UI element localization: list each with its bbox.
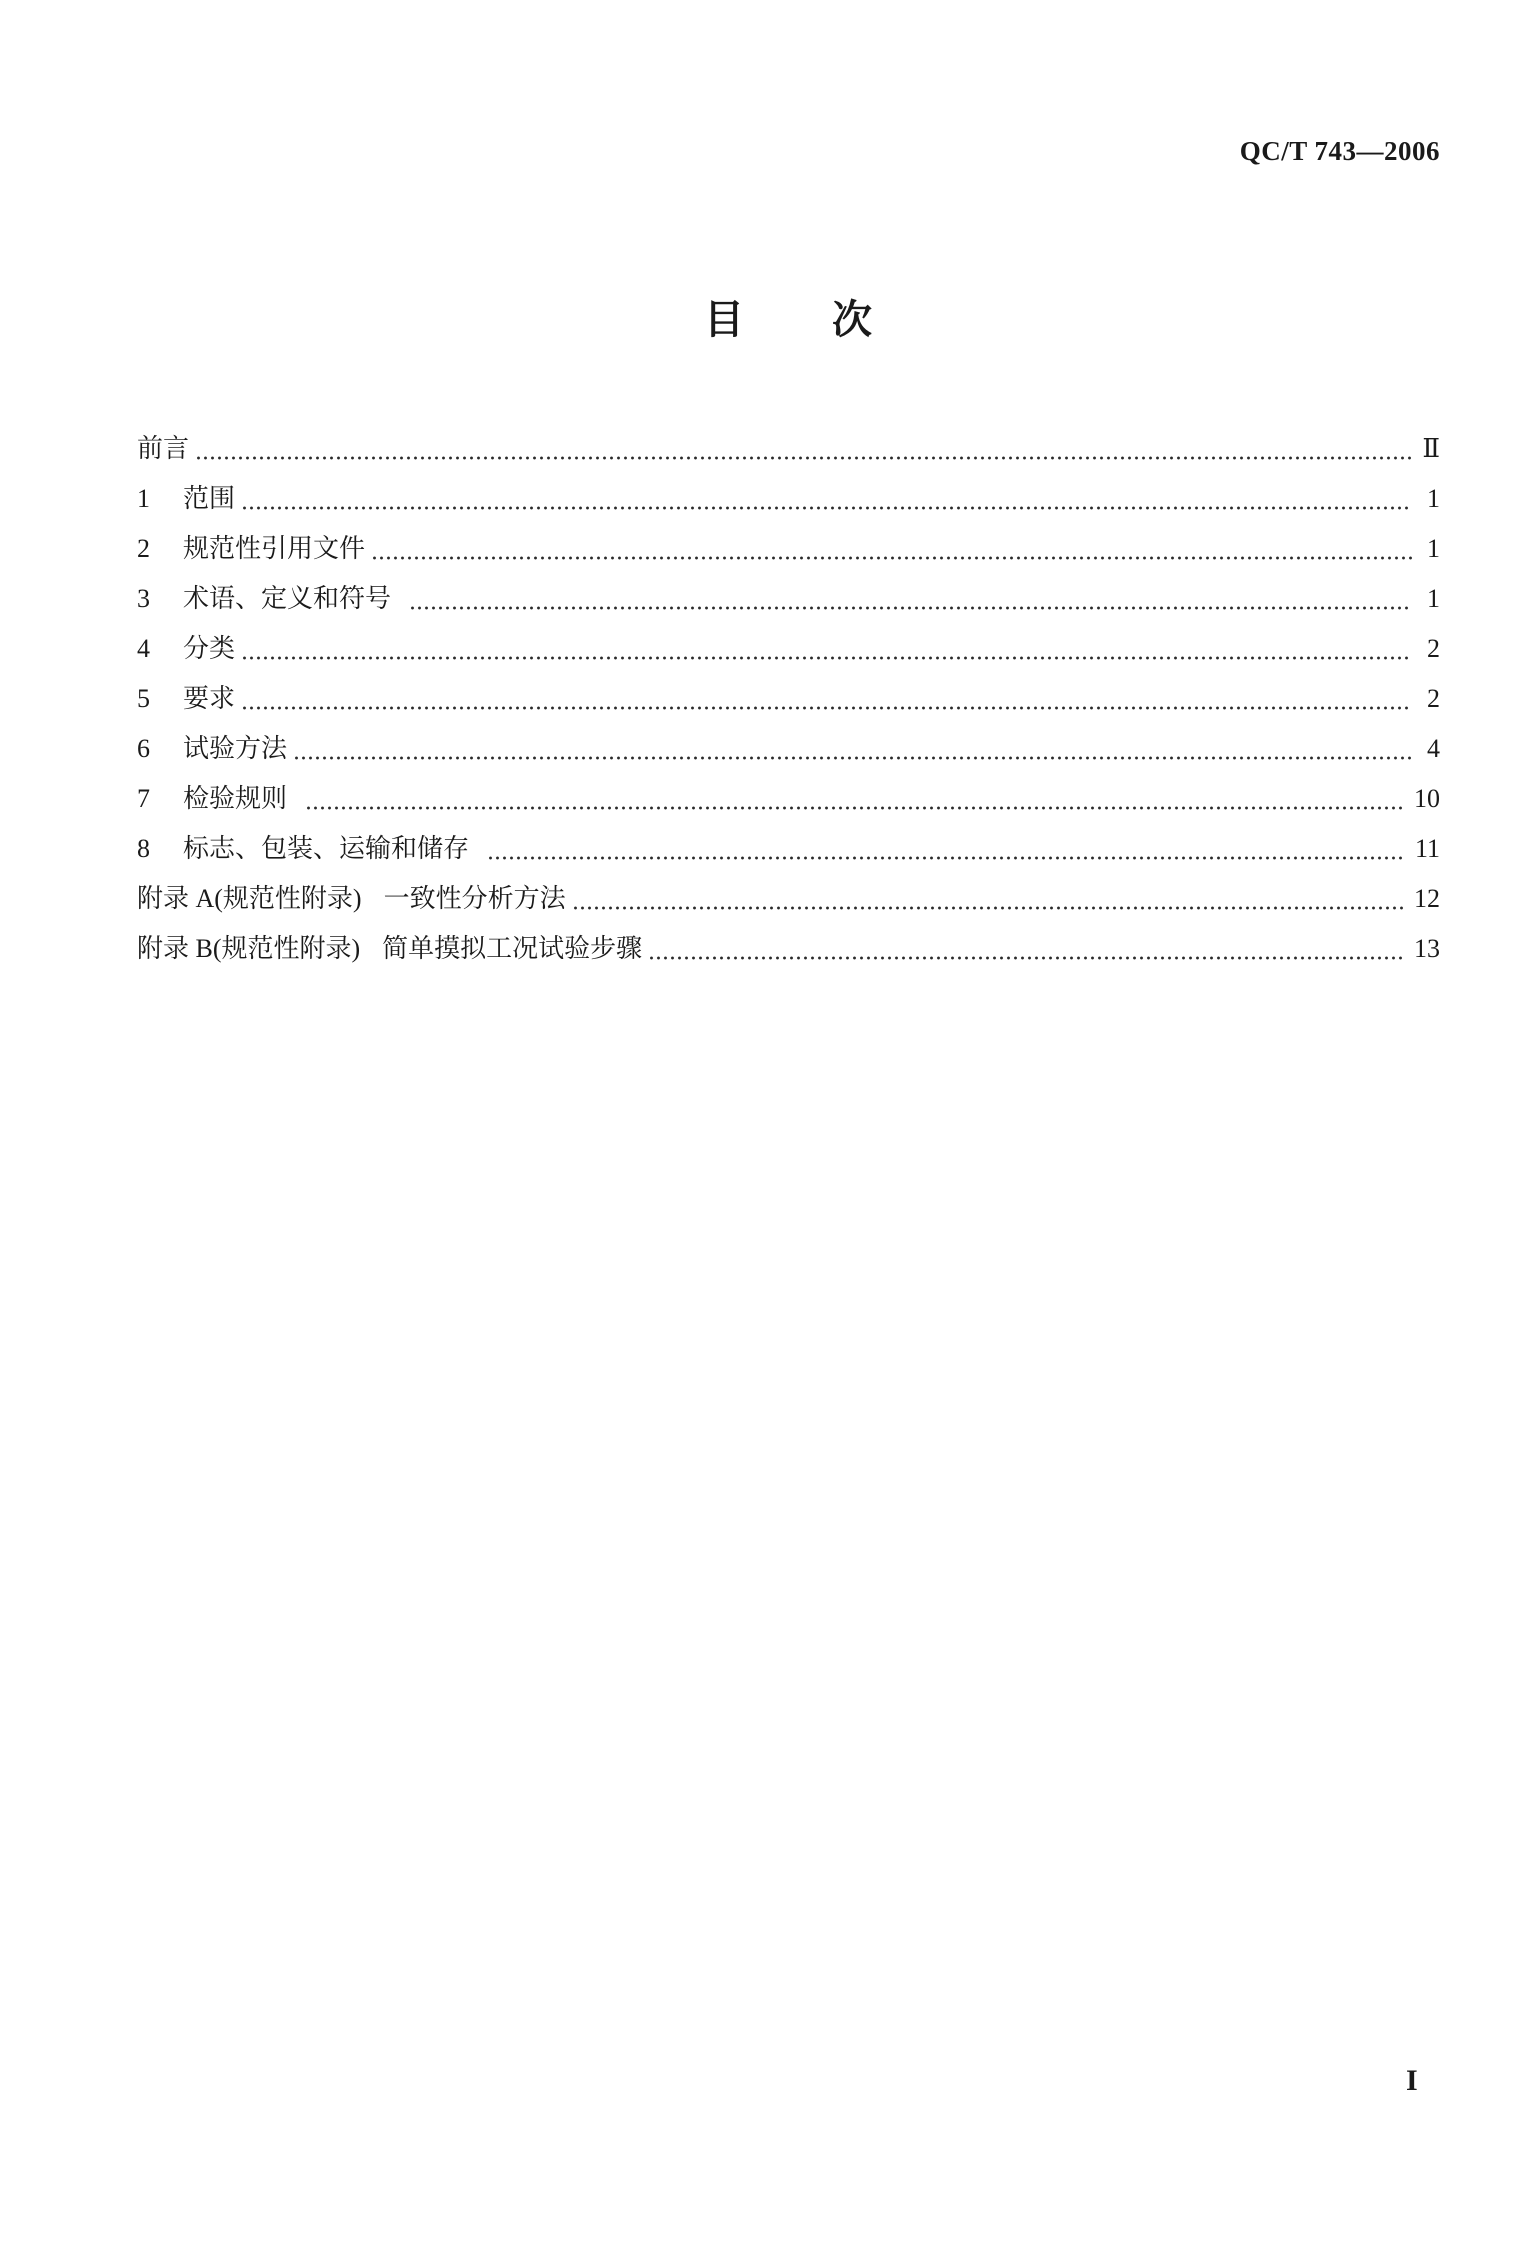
toc-label: 简单摸拟工况试验步骤 (382, 934, 643, 963)
toc-page-number: 1 (1427, 484, 1440, 513)
dot-leader (648, 924, 1404, 974)
dot-leader (409, 574, 1412, 624)
toc-label: 前言 (137, 434, 190, 463)
toc-section-number: 5 (137, 684, 150, 713)
dot-leader (195, 424, 1412, 474)
toc-section-number: 2 (137, 534, 150, 563)
toc-row (137, 474, 1440, 524)
toc-row (137, 674, 1440, 724)
toc-page-number: 13 (1414, 934, 1440, 963)
title-char-1: 目 (704, 297, 744, 343)
toc-label: 范围 (183, 484, 236, 513)
toc-page-number: 4 (1427, 734, 1440, 763)
toc-label: 一致性分析方法 (383, 884, 566, 913)
toc-appendix-prefix: 附录 A(规范性附录) (137, 884, 362, 913)
dot-leader (241, 624, 1412, 674)
footer-page-number: I (1406, 2064, 1418, 2097)
toc-section-number: 3 (137, 584, 150, 613)
toc-section-number: 7 (137, 784, 150, 813)
dot-leader (241, 674, 1412, 724)
toc-label: 术语、定义和符号 (183, 584, 392, 613)
title-char-2: 次 (832, 297, 872, 343)
dot-leader (572, 874, 1404, 924)
toc-label: 检验规则 (183, 784, 288, 813)
dot-leader (241, 474, 1412, 524)
toc-page-number: 12 (1414, 884, 1440, 913)
toc-page-number: Ⅱ (1422, 434, 1440, 463)
toc-page-number: 2 (1427, 684, 1440, 713)
toc-row-appendix-a (137, 874, 1440, 924)
toc-label: 试验方法 (183, 734, 288, 763)
toc-row-appendix-b (137, 924, 1440, 974)
dot-leader (305, 774, 1404, 824)
toc-row (137, 824, 1440, 874)
dot-leader (293, 724, 1412, 774)
toc-row-foreword (137, 424, 1440, 474)
standard-code: QC/T 743—2006 (1239, 136, 1440, 166)
toc-appendix-prefix: 附录 B(规范性附录) (137, 934, 361, 963)
toc-label: 要求 (183, 684, 236, 713)
toc-section-number: 4 (137, 634, 150, 663)
toc-row (137, 574, 1440, 624)
page-title (700, 292, 890, 348)
toc-row (137, 724, 1440, 774)
toc-section-number: 6 (137, 734, 150, 763)
toc-page-number: 1 (1427, 534, 1440, 563)
dot-leader (487, 824, 1405, 874)
toc-section-number: 8 (137, 834, 150, 863)
toc-label: 规范性引用文件 (183, 534, 366, 563)
toc-page-number: 2 (1427, 634, 1440, 663)
toc-section-number: 1 (137, 484, 150, 513)
toc-row (137, 624, 1440, 674)
toc-label: 标志、包装、运输和储存 (183, 834, 470, 863)
toc-page-number: 11 (1414, 834, 1440, 863)
toc-row (137, 524, 1440, 574)
table-of-contents (137, 424, 1440, 974)
dot-leader (371, 524, 1412, 574)
toc-label: 分类 (183, 634, 236, 663)
toc-row (137, 774, 1440, 824)
toc-page-number: 10 (1414, 784, 1440, 813)
toc-page-number: 1 (1427, 584, 1440, 613)
